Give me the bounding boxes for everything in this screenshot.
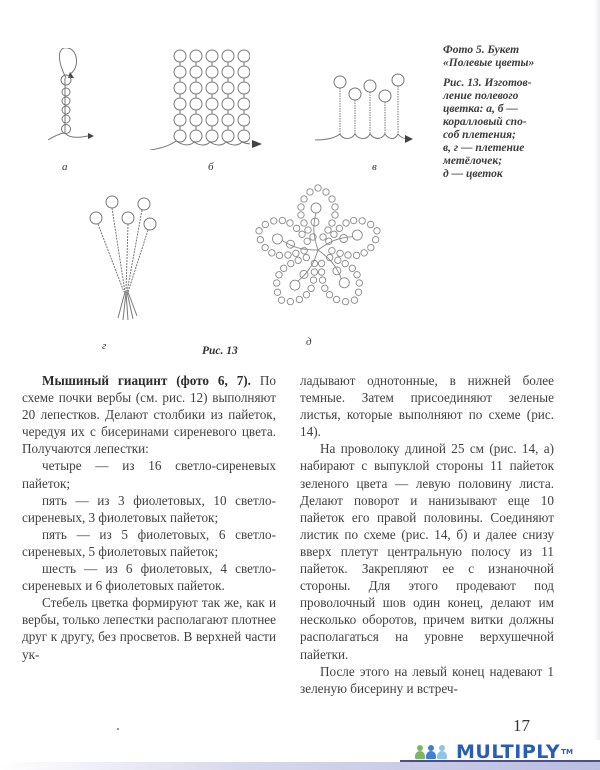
multiply-watermark bbox=[415, 741, 573, 763]
figure-caption-line: д — цветок bbox=[443, 168, 503, 180]
figure-a bbox=[44, 48, 94, 173]
figure-g-diagram bbox=[88, 192, 158, 322]
footer-bar bbox=[0, 762, 600, 770]
figure-caption-line: в, г — плетение bbox=[443, 142, 525, 154]
section-heading: Мышиный гиацинт (фото 6, 7). bbox=[42, 373, 251, 388]
print-speck bbox=[117, 728, 119, 730]
paragraph-text: По схеме почки вербы (см. рис. 12) выполняют 20 лепестков. Делают столбики из пайеток, чередуя их с бисеринами сиреневого цвета. Получаются лепестки: bbox=[22, 373, 276, 457]
figure-title: Рис. 13 bbox=[202, 345, 238, 357]
figure-caption-line: Рис. 13. Изготов- bbox=[443, 77, 532, 89]
figure-a-label: а bbox=[62, 161, 68, 173]
figure-d bbox=[228, 178, 408, 348]
paragraph: пять — из 3 фиолетовых, 10 светло-сиреневых, 3 фиолетовых пайеток; bbox=[22, 492, 276, 525]
paragraph: шесть — из 6 фиолетовых, 4 светло-сиреневых и 6 фиолетовых пайеток. bbox=[22, 561, 276, 594]
figure-caption-line: соб плетения; bbox=[443, 129, 516, 141]
figure-caption-line: цветка: а, б — bbox=[443, 103, 518, 115]
figure-g-label: г bbox=[102, 340, 107, 352]
trademark-mark: TM bbox=[561, 748, 573, 756]
figure-caption-line: ление полевого bbox=[443, 90, 519, 102]
section-heading-paragraph bbox=[22, 372, 276, 457]
figure-caption-line: метёлочек; bbox=[443, 155, 503, 167]
figure-d-label: д bbox=[306, 336, 312, 348]
photo-caption-line: Фото 5. Букет bbox=[443, 44, 520, 56]
page-edge bbox=[594, 0, 600, 740]
paragraph: После этого на левый конец надевают 1 зеленую бисерину и встреч- bbox=[300, 663, 554, 696]
paragraph: четыре — из 16 светло-сиреневых пайеток; bbox=[22, 458, 276, 491]
figure-b-diagram bbox=[150, 48, 250, 150]
paragraph: ладывают однотонные, в нижней более темные. Затем присоединяют зеленые листья, которые выполняют по схеме (рис. 14). bbox=[300, 373, 554, 440]
photo-caption bbox=[443, 44, 573, 70]
figure-caption-line: коралловый спо- bbox=[443, 116, 527, 128]
side-caption bbox=[443, 44, 573, 188]
figure-d-diagram bbox=[228, 178, 408, 328]
paragraph: На проволоку длиной 25 см (рис. 14, а) набирают с выпуклой стороны 11 пайеток зеленого цвета — левую половину листа. Делают поворот и нанизывают еще 10 пайеток его правой половины. Соединяют листик по схеме (рис. 14, б) и далее снизу вверх плетут центральную полосу из 11 пайеток. Закрепляют ее с изнаночной стороны. Для этого продевают под проволочный шов один конец, делают им несколько оборотов, причем витки должны располагаться на уровне верхушечной пайетки. bbox=[300, 441, 554, 662]
arrow-icon bbox=[252, 140, 264, 148]
left-column bbox=[22, 372, 276, 663]
people-icon bbox=[415, 745, 448, 759]
page-number: 17 bbox=[513, 716, 530, 735]
figure-caption bbox=[443, 77, 573, 181]
figure-v-label: в bbox=[372, 161, 377, 173]
paragraph: пять — из 5 фиолетовых, 6 светло-сиреневых, 5 фиолетовых пайеток; bbox=[22, 526, 276, 559]
right-column bbox=[300, 372, 554, 697]
watermark-text: MULTIPLY bbox=[456, 741, 561, 763]
figure-g bbox=[88, 192, 158, 352]
figure-v-diagram bbox=[315, 72, 415, 150]
figure-v bbox=[315, 72, 415, 173]
figure-a-diagram bbox=[44, 48, 94, 148]
figure-b-label: б bbox=[208, 161, 214, 173]
photo-caption-line: «Полевые цветы» bbox=[443, 57, 535, 69]
paragraph: Стебель цветка формируют так же, как и вербы, только лепестки располагают плотнее друг к другу, без просветов. В верхней части ук- bbox=[22, 595, 276, 662]
figure-b bbox=[150, 48, 250, 173]
